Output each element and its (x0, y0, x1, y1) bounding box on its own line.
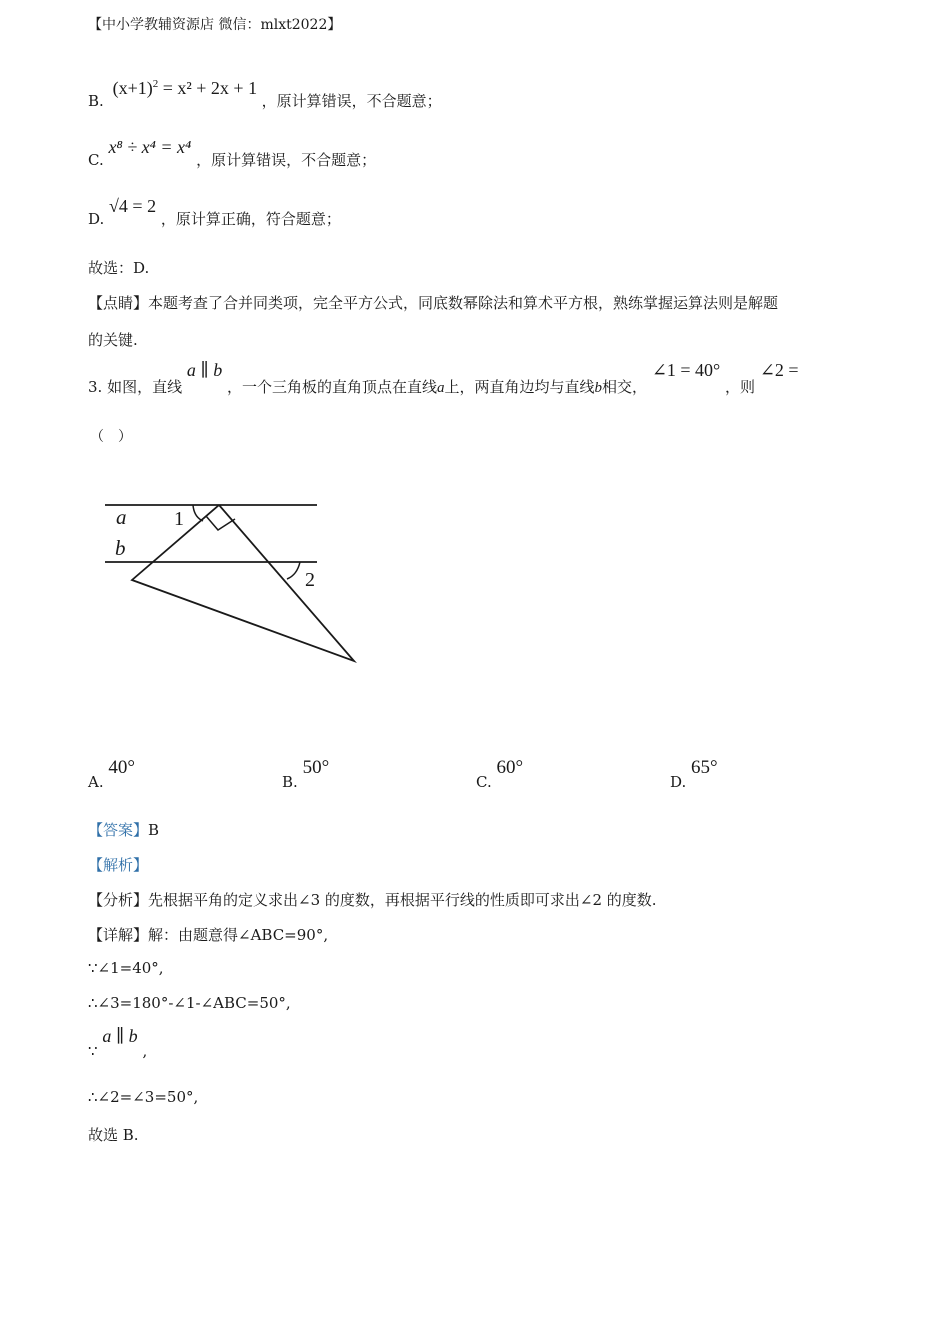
angle2-math: ∠2 = (759, 360, 799, 380)
answer-line: 【答案】B (88, 821, 160, 839)
comment-text: ，原计算错误，不合题意； (261, 92, 442, 110)
label-a: a (116, 505, 127, 529)
solution-step1: ∵∠1=40°, (88, 959, 164, 977)
prev-remark-line1: 【点睛】本题考查了合并同类项，完全平方公式，同底数幂除法和算术平方根，熟练掌握运算法则是解题 (88, 294, 779, 312)
comment-text: ，原计算错误，不合题意； (196, 151, 377, 169)
solution-step3: ∵ a ∥ b , (88, 1026, 148, 1060)
label-2: 2 (305, 569, 315, 591)
label-b: b (115, 536, 126, 560)
option-b: B. 50° (282, 757, 330, 791)
geometry-figure (100, 495, 370, 670)
analysis-tag: 【解析】 (88, 856, 149, 874)
angle2-arc (287, 562, 300, 579)
prev-choice: 故选：D. (88, 259, 150, 277)
option-letter: C. (88, 151, 104, 169)
math-expression: √4 = 2 (109, 196, 157, 216)
angle1-math: ∠1 = 40° (651, 360, 721, 380)
prev-remark-line2: 的关键. (88, 331, 138, 349)
option-a: A. 40° (88, 757, 135, 791)
math-expression: x⁸ ÷ x⁴ = x⁴ (108, 137, 192, 157)
answer-blank: （ ） (90, 429, 132, 445)
solution-fenxi: 【分析】先根据平角的定义求出∠3 的度数，再根据平行线的性质即可求出∠2 的度数. (88, 891, 657, 909)
prev-option-b (88, 78, 442, 110)
option-d: D. 65° (670, 757, 718, 791)
option-letter: D. (88, 210, 105, 228)
solution-xiangjie: 【详解】解：由题意得∠ABC=90°, (88, 926, 329, 944)
prev-option-c (88, 137, 377, 169)
solution-step4: ∴∠2=∠3=50°, (88, 1088, 199, 1106)
label-1: 1 (174, 508, 184, 530)
solution-final: 故选 B. (88, 1126, 139, 1144)
comment-text: ，原计算正确，符合题意； (160, 210, 341, 228)
angle1-arc (193, 505, 203, 521)
solution-step2: ∴∠3=180°-∠1-∠ABC=50°, (88, 994, 291, 1012)
question-stem: 3. 如图，直线 a ∥ b ，一个三角板的直角顶点在直线a上，两直角边均与直线b相交， ∠1 = 40° ，则 ∠2 = (88, 360, 799, 396)
math-expression: $(x+1)^2 = x^2 + 2x + 1$ (112, 78, 258, 98)
header-watermark: 【中小学教辅资源店 微信：mlxt2022】 (88, 17, 342, 33)
parallel-math: a ∥ b (186, 360, 223, 380)
triangle (132, 505, 354, 661)
option-letter: B. (88, 92, 104, 110)
prev-option-d (88, 196, 341, 228)
option-c: C. 60° (476, 757, 524, 791)
